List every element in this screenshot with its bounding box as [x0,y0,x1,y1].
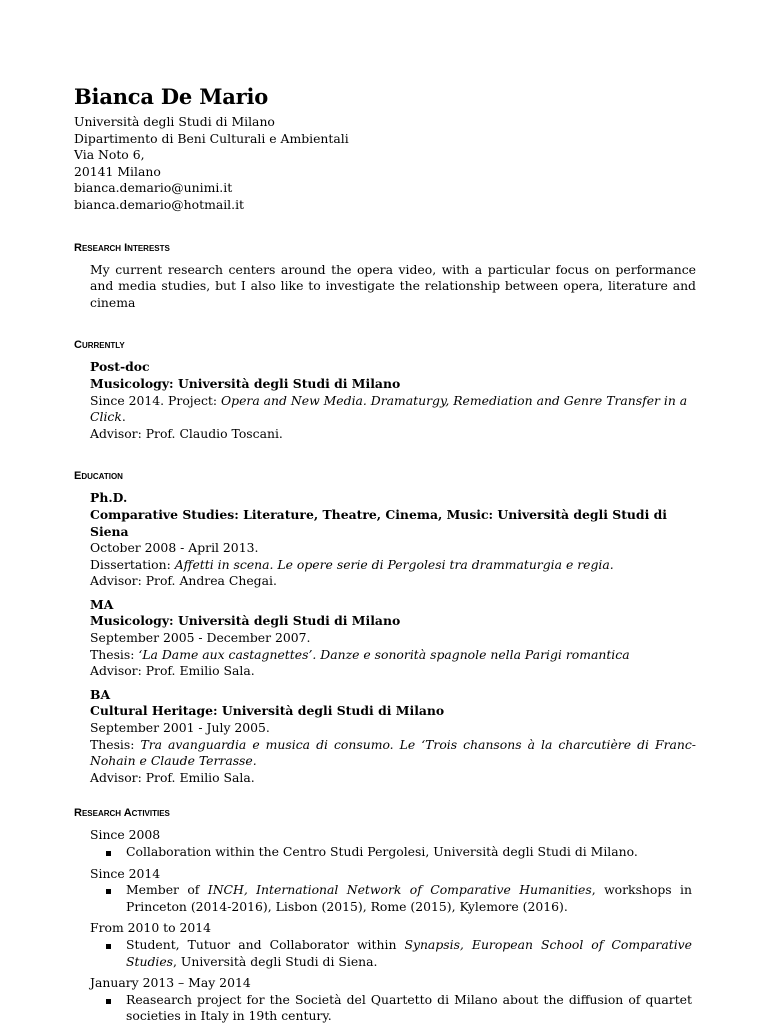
activity-item [90,866,696,916]
project-prefix: Since 2014. Project: [90,392,221,408]
activity-text-after: , Università degli Studi di Siena. [173,953,378,969]
square-bullet-icon [74,844,126,861]
degree-field: Comparative Studies: Literature, Theatre, Cinema, Music: Università degli Studi di Siena [90,506,667,539]
square-bullet-icon [74,882,126,915]
activity-date: January 2013 – May 2014 [90,975,251,991]
activity-date: From 2010 to 2014 [90,920,212,936]
education-entry [90,597,696,680]
activity-item [90,920,696,970]
project-title: Opera and New Media. Dramaturgy, Remediation and Genre Transfer in a Click [90,392,688,425]
activity-text-italic: INCH, International Network of Comparative Humanities [207,882,592,898]
email-line: bianca.demario@hotmail.it [74,196,245,212]
activity-text-before: Collaboration within the Centro Studi Pergolesi, Università degli Studi di Milano. [126,844,638,859]
activity-date: Since 2008 [90,827,161,843]
degree-dates: October 2008 - April 2013. [90,540,259,556]
section-heading: Currently [74,339,125,352]
position-advisor: Advisor: Prof. Claudio Toscani. [90,425,283,441]
position-institution: Musicology: Università degli Studi di Milano [90,375,401,391]
research-interests-text: My current research centers around the opera video, with a particular focus on performance and media studies, but I also like to investigate the relationship between opera, literature and cinema [90,261,696,310]
degree-advisor: Advisor: Prof. Andrea Chegai. [90,573,277,589]
cv-page [74,84,696,1030]
currently-section [74,338,696,442]
degree-advisor: Advisor: Prof. Emilio Sala. [90,663,255,679]
thesis-label: Dissertation: [90,556,175,572]
section-heading: Education [74,470,123,483]
address-line: 20141 Milano [74,163,161,179]
activity-text [126,882,696,915]
activity-bullet-row [74,844,696,861]
research-activities-section [74,806,696,1025]
degree: MA [90,596,114,612]
research-interests-section [74,241,696,312]
address-line: Dipartimento di Beni Culturali e Ambientali [74,130,349,146]
degree-field: Cultural Heritage: Università degli Studi di Milano [90,703,445,719]
activity-item [90,975,696,1025]
degree-advisor: Advisor: Prof. Emilio Sala. [90,769,255,785]
activity-text-after: , workshops in Princeton (2014-2016), Lisbon (2015), Rome (2015), Kylemore (2016). [126,882,692,914]
activity-text [126,992,696,1025]
email-line: bianca.demario@unimi.it [74,180,233,196]
activity-bullet-row [74,937,696,970]
person-name: Bianca De Mario [74,84,269,109]
degree: BA [90,686,111,702]
degree: Ph.D. [90,490,128,506]
education-entry [90,490,696,590]
activity-text-before: Member of [126,882,208,898]
cv-header [74,84,696,214]
address-line: Via Noto 6, [74,147,145,163]
degree-field: Musicology: Università degli Studi di Milano [90,613,401,629]
thesis-title: Tra avanguardia e musica di consumo. Le ‘Trois chansons à la charcutière di Franc-Nohain e Claude Terrasse. [90,736,696,769]
activity-date: Since 2014 [90,865,161,881]
address-line: Università degli Studi di Milano [74,114,275,129]
activity-text-before: Reasearch project for the Società del Quartetto di Milano about the diffusion of quartet societies in Italy in 19th century. [126,991,692,1024]
thesis-label: Thesis: [90,646,139,662]
degree-dates: September 2001 - July 2005. [90,720,270,736]
degree-thesis [90,557,696,574]
education-section [74,469,696,786]
section-heading: Research Activities [74,807,170,820]
activity-text-before: Student, Tutuor and Collaborator within [126,936,405,952]
position-title: Post-doc [90,359,150,375]
thesis-label: Thesis: [90,736,141,752]
activity-bullet-row [74,992,696,1025]
degree-dates: September 2005 - December 2007. [90,630,311,646]
square-bullet-icon [74,937,126,970]
thesis-title: ‘La Dame aux castagnettes’. Danze e sonorità spagnole nella Parigi romantica [138,646,630,662]
activity-item [90,827,696,860]
thesis-title: Affetti in scena. Le opere serie di Pergolesi tra drammaturgia e regia. [174,556,614,572]
activity-text [126,937,696,970]
degree-thesis [90,737,696,770]
activity-bullet-row [74,882,696,915]
project-suffix: . [121,409,126,425]
activity-text-italic: Synapsis, European School of Comparative Studies [126,936,692,969]
education-entry [90,687,696,787]
square-bullet-icon [74,992,126,1025]
position-project [90,393,696,426]
degree-thesis [90,647,696,664]
activity-text [126,844,696,861]
section-heading: Research Interests [74,241,170,254]
